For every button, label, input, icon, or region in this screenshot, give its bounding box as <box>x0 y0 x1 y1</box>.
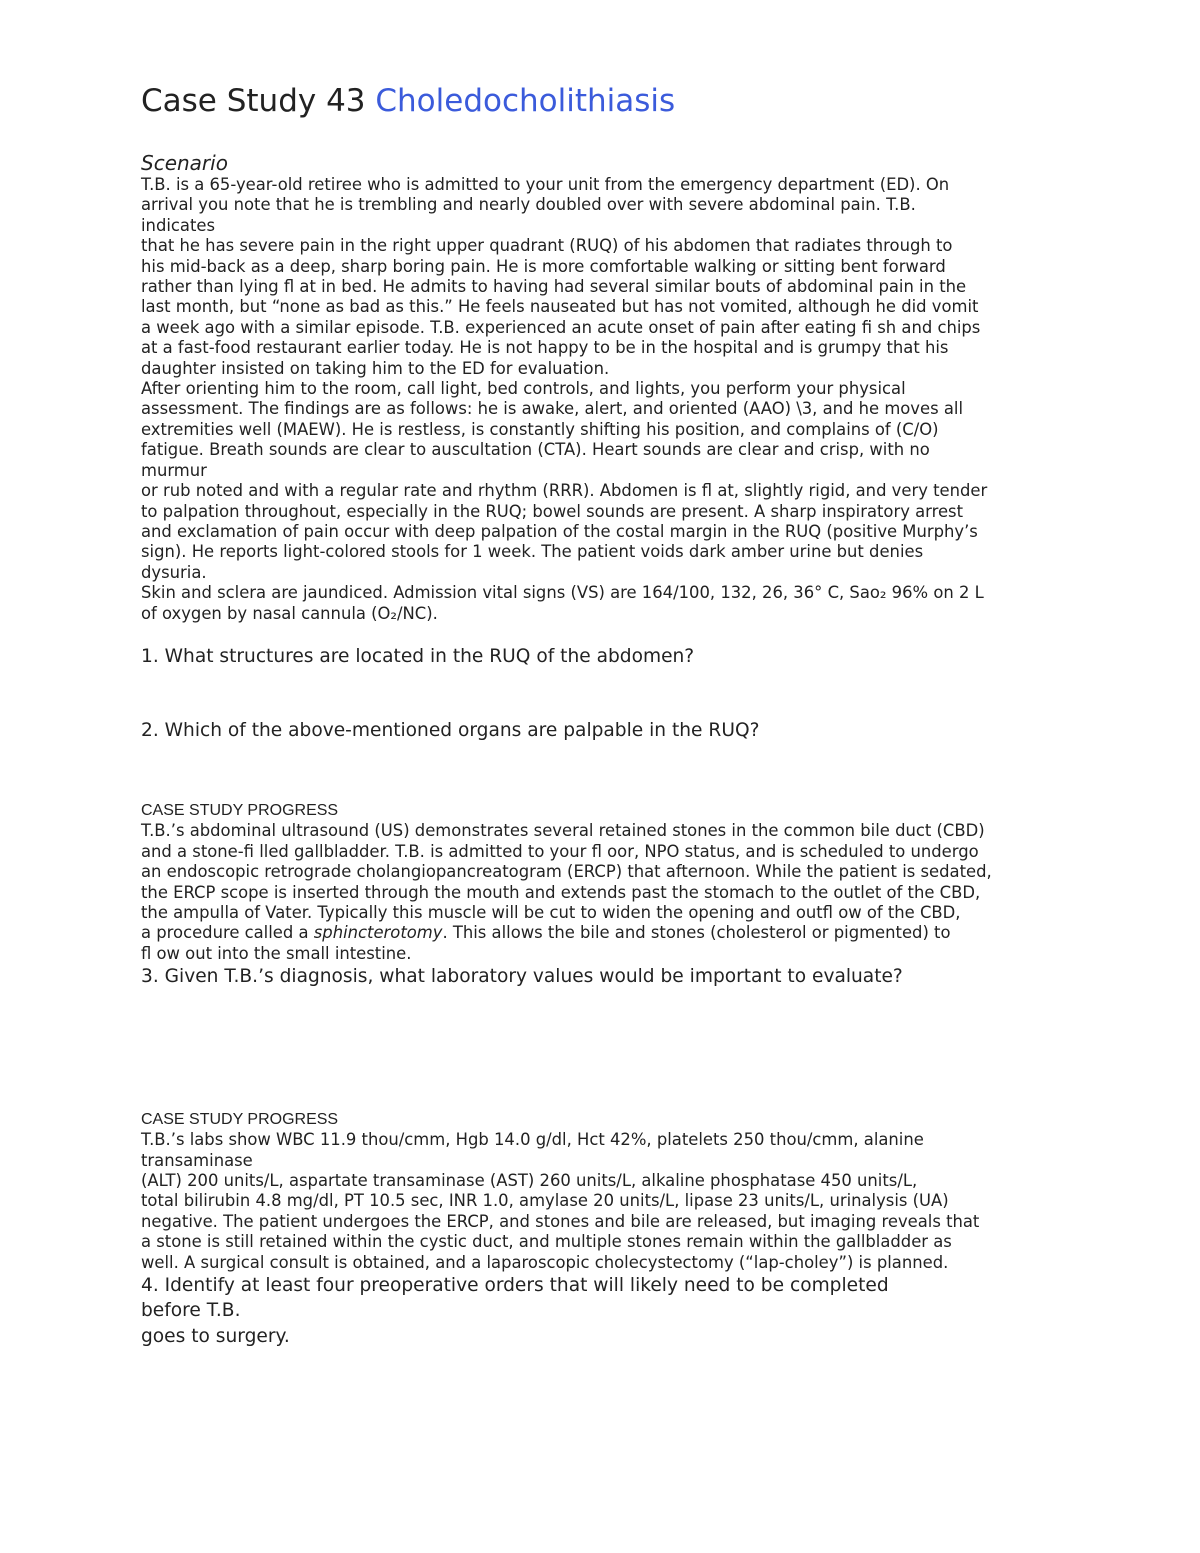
text-line: that he has severe pain in the right upper quadrant (RUQ) of his abdomen that radiates through to <box>141 236 953 256</box>
text-line: to palpation throughout, especially in the RUQ; bowel sounds are present. A sharp inspiratory arrest <box>141 501 964 521</box>
text-line: arrival you note that he is trembling and nearly doubled over with severe abdominal pain. T.B. <box>141 195 916 215</box>
text-line: transaminase <box>141 1150 253 1170</box>
question-1 <box>141 644 1071 670</box>
text-line: daughter insisted on taking him to the ED for evaluation. <box>141 358 610 378</box>
text-line: fl ow out into the small intestine. <box>141 943 412 963</box>
text-line: assessment. The findings are as follows: he is awake, alert, and oriented (AAO) \3, and he moves all <box>141 399 963 419</box>
text-line: Skin and sclera are jaundiced. Admission vital signs (VS) are 164/100, 132, 26, 36° C, Sao₂ 96% on 2 L <box>141 583 984 603</box>
text-fragment: . This allows the bile and stones (cholesterol or pigmented) to <box>442 923 951 943</box>
scenario-heading: Scenario <box>141 151 228 175</box>
text-line: and exclamation of pain occur with deep palpation of the costal margin in the RUQ (positive Murphy’s <box>141 521 978 541</box>
text-fragment: a procedure called a <box>141 923 314 943</box>
text-line: an endoscopic retrograde cholangiopancreatogram (ERCP) that afternoon. While the patient is sedated, <box>141 862 992 882</box>
text-line: total bilirubin 4.8 mg/dl, PT 10.5 sec, INR 1.0, amylase 20 units/L, lipase 23 units/L, urinalysis (UA) <box>141 1191 949 1211</box>
text-line: (ALT) 200 units/L, aspartate transaminase (AST) 260 units/L, alkaline phosphatase 450 units/L, <box>141 1170 918 1190</box>
text-line: of oxygen by nasal cannula (O₂/NC). <box>141 603 438 623</box>
text-line: well. A surgical consult is obtained, and a laparoscopic cholecystectomy (“lap-choley”) is planned. <box>141 1252 949 1272</box>
text-line: his mid-back as a deep, sharp boring pain. He is more comfortable walking or sitting bent forward <box>141 256 946 276</box>
title-topic: Choledocholithiasis <box>375 83 676 119</box>
page-title <box>141 78 1071 124</box>
question-text: before T.B. <box>141 1300 241 1322</box>
text-line: murmur <box>141 460 207 480</box>
text-line: the ampulla of Vater. Typically this muscle will be cut to widen the opening and outfl ow of the CBD, <box>141 902 961 922</box>
text-line: T.B.’s abdominal ultrasound (US) demonstrates several retained stones in the common bile duct (CBD) <box>141 821 985 841</box>
text-line: dysuria. <box>141 562 207 582</box>
text-line: or rub noted and with a regular rate and rhythm (RRR). Abdomen is fl at, slightly rigid, and very tender <box>141 481 988 501</box>
text-line: T.B. is a 65-year-old retiree who is admitted to your unit from the emergency department (ED). On <box>141 175 950 194</box>
text-line: fatigue. Breath sounds are clear to auscultation (CTA). Heart sounds are clear and crisp, with no <box>141 440 930 460</box>
scenario-paragraph-1 <box>141 175 1071 379</box>
case-study-progress-heading-2: CASE STUDY PROGRESS <box>141 1110 339 1128</box>
sphincterotomy-term: sphincterotomy <box>313 923 443 943</box>
text-line <box>141 923 1071 943</box>
title-prefix: Case Study 43 <box>141 83 376 119</box>
scenario-paragraph-2 <box>141 379 1071 624</box>
text-line: sign). He reports light-colored stools for 1 week. The patient voids dark amber urine but denies <box>141 542 924 562</box>
progress-paragraph-2 <box>141 1130 1071 1273</box>
text-line: indicates <box>141 215 216 235</box>
text-line: the ERCP scope is inserted through the mouth and extends past the stomach to the outlet of the CBD, <box>141 882 981 902</box>
document-page <box>141 78 1071 1349</box>
question-text: 2. Which of the above-mentioned organs are palpable in the RUQ? <box>141 720 760 742</box>
question-4 <box>141 1273 1071 1350</box>
text-line: a stone is still retained within the cystic duct, and multiple stones remain within the gallbladder as <box>141 1232 952 1252</box>
text-line: T.B.’s labs show WBC 11.9 thou/cmm, Hgb 14.0 g/dl, Hct 42%, platelets 250 thou/cmm, alanine <box>141 1130 924 1150</box>
text-line: and a stone-fi lled gallbladder. T.B. is admitted to your fl oor, NPO status, and is scheduled to undergo <box>141 841 979 861</box>
text-line: negative. The patient undergoes the ERCP, and stones and bile are released, but imaging reveals that <box>141 1211 980 1231</box>
case-study-progress-heading-1: CASE STUDY PROGRESS <box>141 801 339 819</box>
question-text: 4. Identify at least four preoperative orders that will likely need to be completed <box>141 1274 889 1296</box>
question-text: 3. Given T.B.’s diagnosis, what laboratory values would be important to evaluate? <box>141 966 903 988</box>
text-line: extremities well (MAEW). He is restless, is constantly shifting his position, and complains of (C/O) <box>141 419 939 439</box>
question-text: goes to surgery. <box>141 1325 290 1347</box>
text-line: at a fast-food restaurant earlier today. He is not happy to be in the hospital and is grumpy that his <box>141 338 949 358</box>
progress-paragraph-1 <box>141 821 1071 964</box>
question-3 <box>141 964 1071 990</box>
text-line: After orienting him to the room, call light, bed controls, and lights, you perform your physical <box>141 379 906 399</box>
text-line: rather than lying fl at in bed. He admits to having had several similar bouts of abdominal pain in the <box>141 277 967 297</box>
text-line: last month, but “none as bad as this.” He feels nauseated but has not vomited, although he did vomit <box>141 297 979 317</box>
question-text: 1. What structures are located in the RUQ of the abdomen? <box>141 645 695 667</box>
text-line: a week ago with a similar episode. T.B. experienced an acute onset of pain after eating fi sh and chips <box>141 317 981 337</box>
question-2 <box>141 718 1071 744</box>
